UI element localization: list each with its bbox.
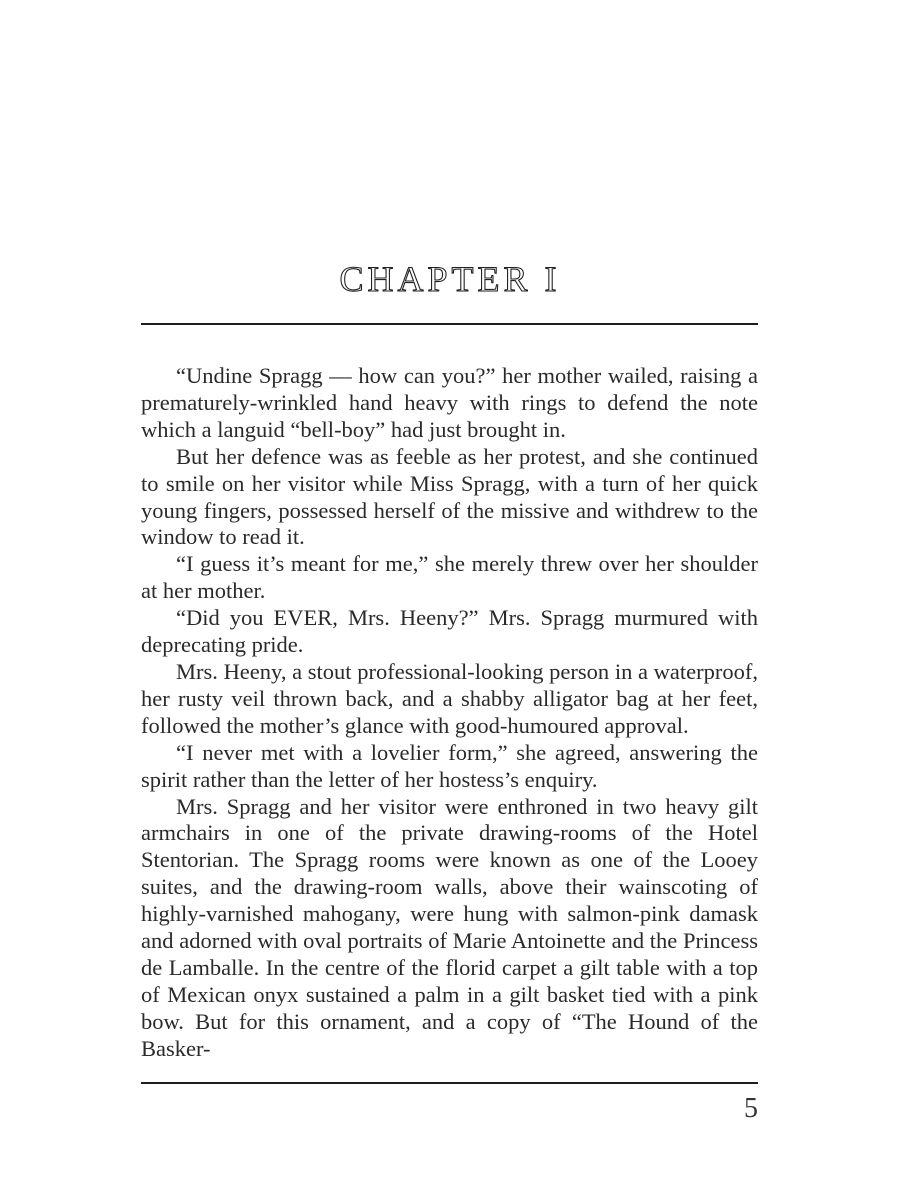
paragraph: “Undine Spragg — how can you?” her mother wailed, raising a prematurely-wrinkled hand heavy with rings to defend the note which a languid “bell-boy” had just brought in. [141, 363, 758, 442]
paragraph: “Did you EVER, Mrs. Heeny?” Mrs. Spragg murmured with deprecating pride. [141, 605, 758, 658]
chapter-heading: CHAPTER I [339, 259, 561, 299]
bottom-divider [141, 1082, 758, 1084]
top-divider [141, 323, 758, 325]
paragraph: Mrs. Heeny, a stout professional-looking person in a waterproof, her rusty veil thrown back, and a shabby alligator bag at her feet, followed the mother’s glance with good-humoured approval. [141, 658, 758, 738]
chapter-body [141, 363, 758, 1063]
paragraph: “I never met with a lovelier form,” she agreed, answering the spirit rather than the letter of her hostess’s enquiry. [141, 739, 758, 792]
paragraph: Mrs. Spragg and her visitor were enthroned in two heavy gilt armchairs in one of the private drawing-rooms of the Hotel Stentorian. The Spragg rooms were known as one of the Looey suites, and the drawing-room walls, above their wainscoting of highly-varnished mahogany, were hung with salmon-pink damask and adorned with oval portraits of Marie Antoinette and the Princess de Lamballe. In the centre of the florid carpet a gilt table with a top of Mexican onyx sustained a palm in a gilt basket tied with a pink bow. But for this ornament, and a copy of “The Hound of the Basker- [141, 793, 758, 1061]
paragraph: “I guess it’s meant for me,” she merely threw over her shoulder at her mother. [141, 551, 758, 604]
page-number: 5 [744, 1093, 758, 1124]
paragraph: But her defence was as feeble as her protest, and she continued to smile on her visitor while Miss Spragg, with a turn of her quick young fingers, possessed herself of the missive and withdrew to the window to read it. [141, 443, 758, 550]
